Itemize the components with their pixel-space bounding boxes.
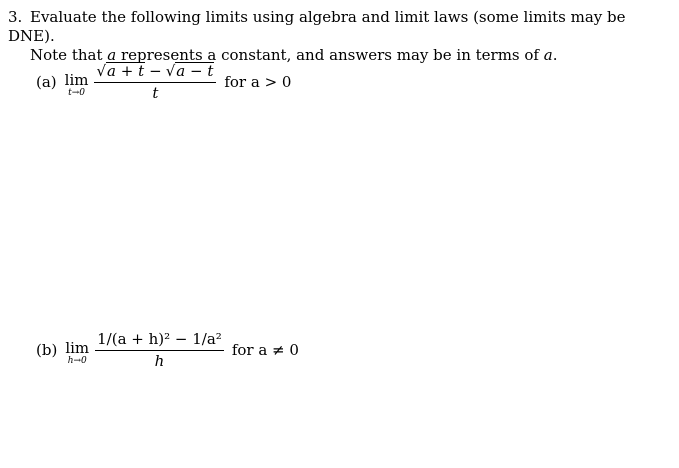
- condition: for a ≠ 0: [231, 341, 299, 359]
- numerator: [94, 62, 216, 83]
- limit-operator: [65, 340, 89, 366]
- variable-a: a: [107, 46, 117, 64]
- instruction-text-mid: represents a constant, and answers may be in terms of: [116, 46, 544, 64]
- radicand: a + t: [107, 62, 145, 80]
- limit-operator: [65, 72, 89, 98]
- instruction-text-pre: Note that: [30, 46, 108, 64]
- fraction: [95, 330, 224, 370]
- instruction-text-post: .: [552, 46, 558, 64]
- part-b: [36, 330, 299, 370]
- lim-word: lim: [64, 71, 89, 89]
- lim-word: lim: [65, 339, 90, 357]
- instruction-line-1: [8, 8, 668, 46]
- part-a: [36, 62, 291, 102]
- square-root: [96, 62, 145, 79]
- radical-sign: √: [165, 62, 176, 80]
- lim-subscript: h→0: [67, 356, 87, 366]
- problem-statement: [8, 8, 668, 65]
- instruction-text: Evaluate the following limits using algebra and limit laws (some limits may be DNE).: [8, 8, 626, 45]
- minus-sign: −: [149, 62, 162, 80]
- fraction: [94, 62, 216, 102]
- variable-a: a: [543, 46, 553, 64]
- denominator: h: [154, 352, 165, 370]
- denominator: t: [152, 84, 159, 102]
- part-label: (b): [36, 341, 58, 359]
- square-root: [166, 62, 215, 79]
- condition: for a > 0: [224, 73, 292, 91]
- numerator: 1/(a + h)² − 1/a²: [95, 330, 224, 351]
- part-label: (a): [36, 73, 57, 91]
- radical-sign: √: [96, 62, 107, 80]
- radicand: a − t: [176, 62, 214, 80]
- lim-subscript: t→0: [68, 88, 86, 98]
- problem-number: 3.: [8, 8, 23, 26]
